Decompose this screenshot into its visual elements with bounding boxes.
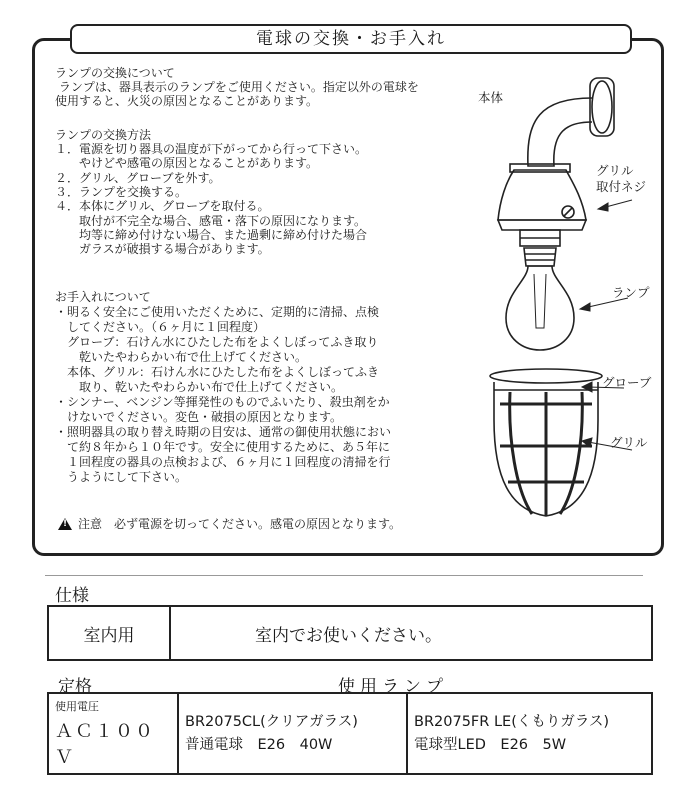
arrow-globe-icon (582, 382, 592, 392)
arrow-grill-screw-icon (598, 203, 608, 211)
method-line: １．電源を切り器具の温度が下がってから行って下さい。 (55, 142, 368, 156)
label-grill-screw: グリル 取付ネジ (596, 163, 647, 194)
care-line: １回程度の器具の点検および、６ヶ月に１回程度の清掃を行 (55, 455, 391, 469)
care-heading: お手入れについて (55, 290, 151, 304)
lamp2-model: BR2075FR LE(くもりガラス) (414, 713, 610, 730)
lamp2-cell (407, 693, 652, 774)
rating-table (47, 692, 653, 775)
lamp1-cell (178, 693, 407, 774)
voltage-cell (48, 693, 178, 774)
spec-heading: 仕様 (55, 586, 89, 606)
arrow-grill-icon (582, 438, 592, 447)
spec-table (47, 605, 653, 661)
wall-bracket-shape (590, 78, 614, 136)
care-line: 取り、乾いたやわらかい布で仕上げてください。 (55, 380, 344, 394)
lamp-bulb-shape (506, 266, 574, 350)
spec-usage-value: 室内でお使いください。 (170, 606, 652, 660)
warning-triangle-icon: ! (58, 518, 72, 530)
lamp-heading: 使用ランプ (338, 677, 448, 697)
rating-heading: 定格 (58, 677, 92, 697)
method-line: ３．ランプを交換する。 (55, 184, 188, 199)
method-heading: ランプの交換方法 (55, 128, 152, 142)
lamp1-spec: 普通電球 E26 40W (185, 736, 333, 753)
lamp1-model: BR2075CL(クリアガラス) (185, 713, 358, 730)
care-line: グローブ：石けん水にひたした布をよくしぼってふき取り (55, 335, 379, 349)
care-line: してください。（６ヶ月に１回程度） (55, 320, 266, 334)
warning-note (58, 515, 401, 532)
bracket-flange-shape (592, 81, 612, 133)
lamp-change-body: ランプは、器具表示のランプをご使用ください。指定以外の電球を 使用すると、火災の原因となることがあります。 (55, 80, 419, 109)
care-line: て約８年から１０年です。安全に使用するために、あ５年に (55, 440, 391, 454)
care-line: 本体、グリル：石けん水にひたした布をよくしぼってふき (55, 365, 380, 379)
care-line: 乾いたやわらかい布で仕上げてください。 (55, 350, 308, 364)
care-line: うようにして下さい。 (55, 470, 188, 484)
arm-shape (528, 98, 592, 166)
care-line: ・明るく安全にご使用いただくために、定期的に清掃、点検 (55, 305, 380, 319)
method-line: 均等に締め付けない場合、また過剰に締め付けた場合 (55, 227, 368, 242)
arrow-lamp-icon (580, 303, 590, 311)
label-grill: グリル (610, 435, 648, 450)
lamp-base-shape (524, 248, 556, 266)
method-line: やけどや感電の原因となることがあります。 (55, 156, 319, 171)
warning-text: 注意 必ず電源を切ってください。感電の原因となります。 (78, 517, 402, 531)
label-arrows (570, 180, 670, 470)
care-line: ・照明器具の取り替え時期の目安は、通常の御使用状態におい (55, 425, 392, 439)
divider (45, 575, 643, 576)
label-lamp: ランプ (612, 285, 650, 300)
spec-usage-label: 室内用 (48, 606, 170, 660)
care-line: ・シンナー、ベンジン等揮発性のものでふいたり、殺虫剤をか (55, 395, 390, 409)
care-line: けないでください。変色・破損の原因となります。 (55, 410, 343, 424)
lamp-change-heading: ランプの交換について (55, 66, 175, 80)
method-line: ４．本体にグリル、グローブを取付る。 (55, 199, 270, 214)
instructions-title: 電球の交換・お手入れ (70, 24, 632, 54)
method-line: ２．グリル、グローブを外す。 (55, 170, 221, 185)
lamp2-spec: 電球型LED E26 5W (414, 736, 567, 753)
method-line: ガラスが破損する場合があります。 (55, 242, 270, 257)
voltage-label: 使用電圧 (55, 700, 99, 713)
label-body: 本体 (478, 90, 504, 105)
voltage-value: ＡＣ１００Ｖ (55, 721, 155, 768)
method-line: 取付が不完全な場合、感電・落下の原因になります。 (55, 213, 367, 228)
label-globe: グローブ (602, 375, 652, 390)
